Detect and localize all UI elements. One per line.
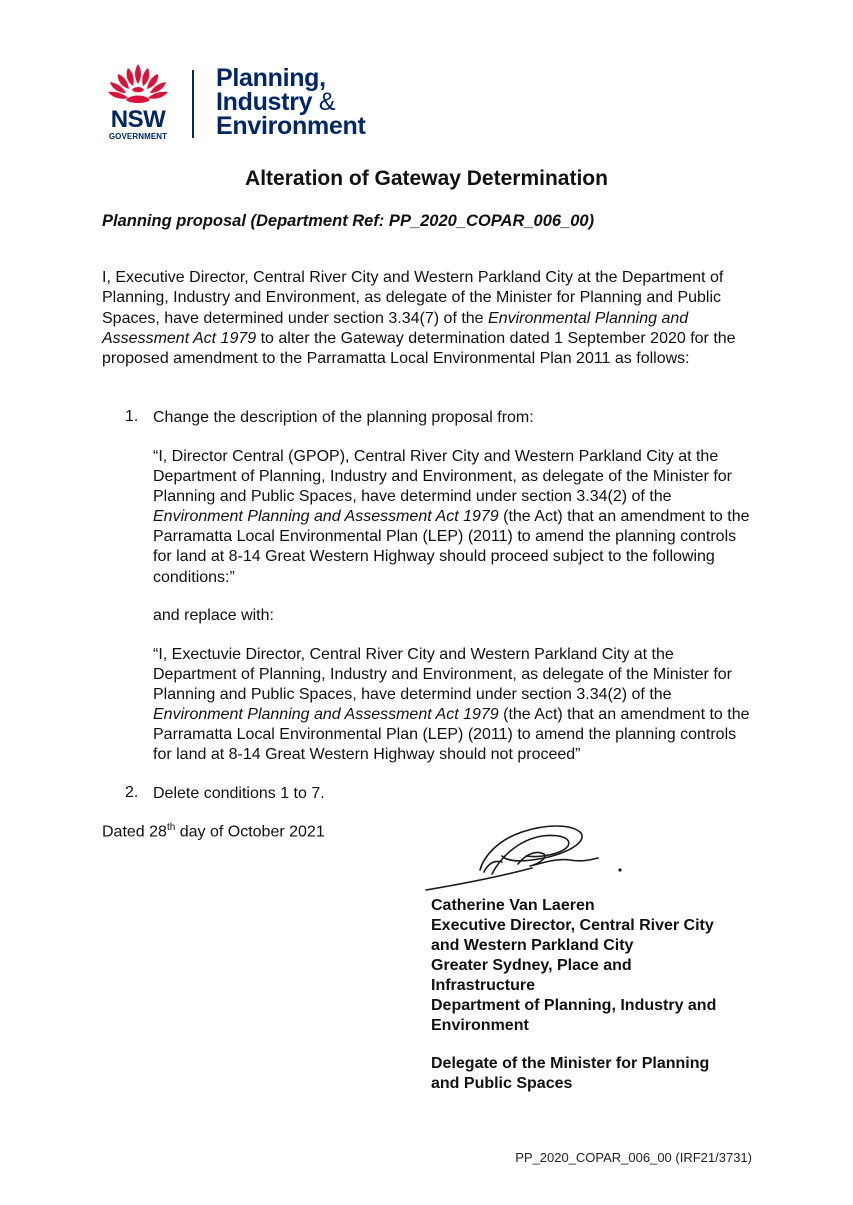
quote-to-part-2: (the Act) that an amendment to the Parramatta Local Environmental Plan (LEP) (2011) to amend the planning controls for land at 8-14 Great Western Highway should not proceed” — [153, 706, 750, 764]
quote-from-act-name: Environment Planning and Assessment Act 1979 — [153, 508, 499, 526]
intro-paragraph — [102, 268, 762, 369]
agency-line-3: Environment — [216, 112, 366, 140]
delegate-line: and Public Spaces — [431, 1075, 573, 1092]
nsw-government-logo — [100, 62, 400, 142]
date-ordinal-suffix: th — [166, 822, 176, 833]
delegate-line: Delegate of the Minister for Planning — [431, 1055, 710, 1072]
logo-divider — [192, 70, 194, 138]
logo-nsw-text: NSW — [110, 106, 166, 133]
intro-act-name: Environmental Planning and Assessment Act 1979 — [102, 309, 689, 347]
agency-line-2 — [216, 90, 366, 114]
item-1-number: 1. — [125, 408, 139, 425]
signatory-line: Executive Director, Central River City — [431, 917, 714, 934]
intro-part-1: I, Executive Director, Central River City and Western Parkland City at the Department of Planning, Industry and Environment, as delegate of the Minister for Planning and Public Spaces, have determined under section 3.34(7) of the — [102, 269, 724, 327]
signatory-line: Greater Sydney, Place and — [431, 957, 632, 974]
document-subtitle: Planning proposal (Department Ref: PP_2020_COPAR_006_00) — [102, 212, 595, 230]
logo-agency-name — [216, 66, 366, 138]
replace-label: and replace with: — [153, 607, 274, 624]
waratah-logo-mark — [100, 62, 176, 142]
signatory-line: and Western Parkland City — [431, 937, 634, 954]
document-title: Alteration of Gateway Determination — [245, 167, 608, 190]
item-2-number: 2. — [125, 784, 139, 801]
signatory-line: Department of Planning, Industry and — [431, 997, 717, 1014]
quote-from-part-2: (the Act) that an amendment to the Parramatta Local Environmental Plan (LEP) (2011) to amend the planning controls for land at 8-14 Great Western Highway should proceed subject to the following conditions:” — [153, 508, 750, 586]
item-1-text: Change the description of the planning proposal from: — [153, 409, 534, 426]
waratah-flower-icon — [104, 62, 172, 108]
quote-to-part-1: “I, Exectuvie Director, Central River City and Western Parkland City at the Department of Planning, Industry and Environment, as delegate of the Minister for Planning and Public Spaces, have determind under section 3.34(2) of the — [153, 646, 732, 704]
quote-to-act-name: Environment Planning and Assessment Act 1979 — [153, 706, 499, 724]
delegate-block — [431, 1054, 761, 1094]
signatory-name: Catherine Van Laeren — [431, 897, 595, 914]
quote-from-part-1: “I, Director Central (GPOP), Central River City and Western Parkland City at the Department of Planning, Industry and Environment, as delegate of the Minister for Planning and Public Spaces, have determind under section 3.34(2) of the — [153, 448, 732, 506]
date-prefix: Dated 28 — [102, 823, 167, 841]
agency-line-1: Planning, — [216, 64, 326, 92]
handwritten-signature — [422, 818, 632, 896]
agency-line-2-word: Industry — [216, 88, 313, 116]
logo-government-text: GOVERNMENT — [108, 132, 168, 141]
signatory-line: Infrastructure — [431, 977, 536, 994]
date-rest: day of October 2021 — [175, 823, 325, 841]
agency-ampersand: & — [318, 88, 336, 116]
quote-replacement-description — [153, 645, 757, 766]
item-2-text: Delete conditions 1 to 7. — [153, 785, 325, 802]
footer-reference: PP_2020_COPAR_006_00 (IRF21/3731) — [515, 1150, 752, 1165]
quote-original-description — [153, 447, 757, 588]
date-line — [102, 822, 325, 841]
intro-part-2: to alter the Gateway determination dated 1 September 2020 for the proposed amendment to the Parramatta Local Environmental Plan 2011 as follows: — [102, 329, 736, 368]
signatory-block — [431, 896, 761, 1036]
signatory-line: Environment — [431, 1017, 529, 1034]
